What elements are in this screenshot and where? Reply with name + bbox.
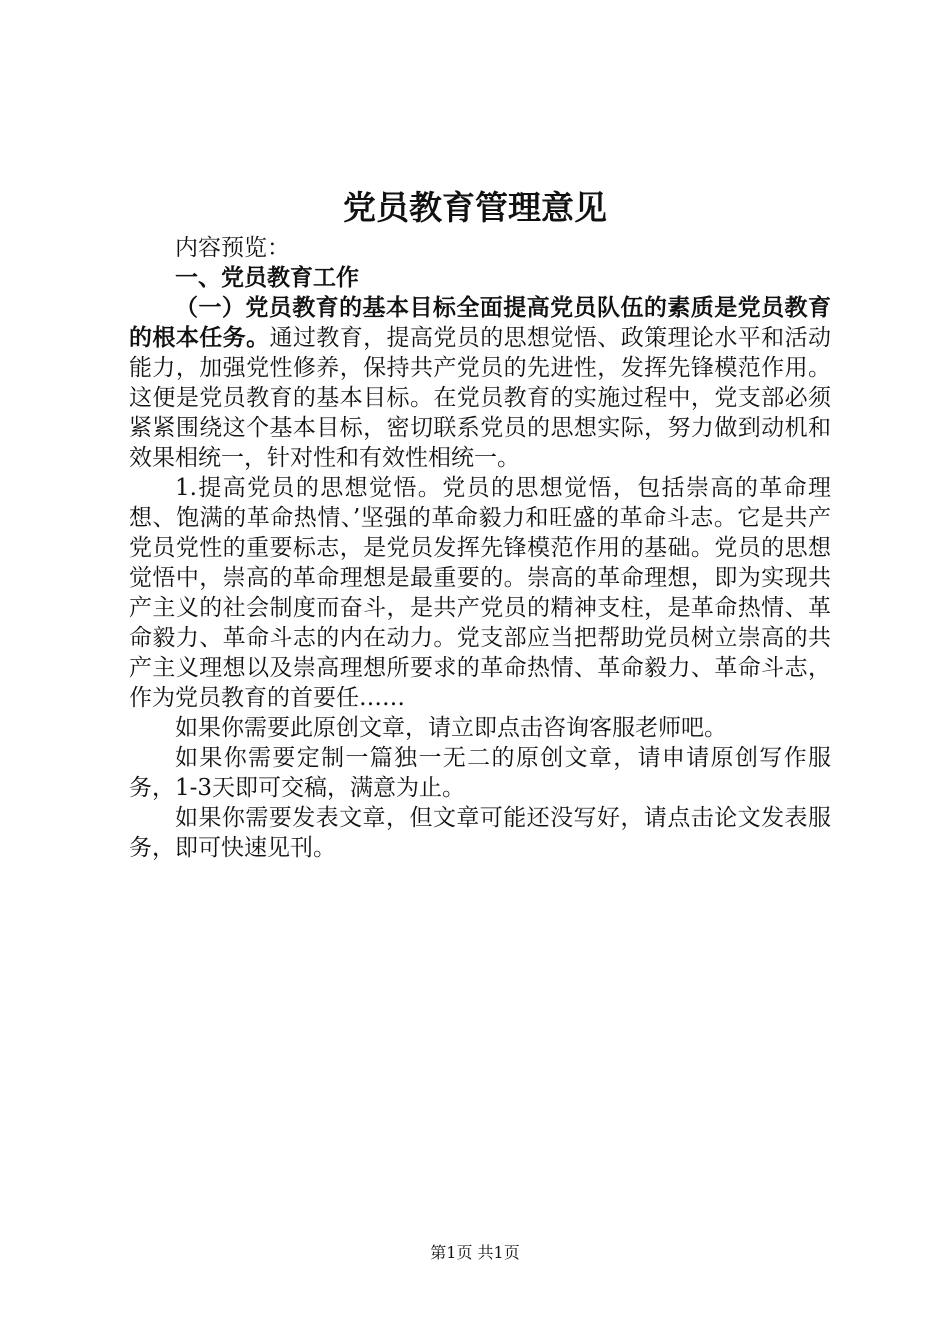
paragraph-2: 1.提高党员的思想觉悟。党员的思想觉悟，包括崇高的革命理想、饱满的革命热情、’坚强的革命毅力和旺盛的革命斗志。它是共产党员党性的重要标志，是党员发挥先锋模范作用的基础。党员的思想觉悟中，崇高的革命理想是最重要的。崇高的革命理想，即为实现共产主义的社会制度而奋斗，是共产党员的精神支柱，是革命热情、革命毅力、革命斗志的内在动力。党支部应当把帮助党员树立崇高的共产主义理想以及崇高理想所要求的革命热情、革命毅力、革命斗志，作为党员教育的首要任…… <box>129 475 831 711</box>
document-body <box>129 233 831 863</box>
paragraph-1 <box>129 293 831 473</box>
paragraph-3: 如果你需要此原创文章，请立即点击咨询客服老师吧。 <box>175 715 727 741</box>
section-heading: 一、党员教育工作 <box>175 265 359 291</box>
paragraph-4: 如果你需要定制一篇独一无二的原创文章，请申请原创写作服务，1-3天即可交稿，满意为止。 <box>129 745 831 801</box>
page-footer: 第1页 共1页 <box>430 1243 520 1262</box>
paragraph-1-text: 通过教育，提高党员的思想觉悟、政策理论水平和活动能力，加强党性修养，保持共产党员的先进性，发挥先锋模范作用。这便是党员教育的基本目标。在党员教育的实施过程中，党支部必须紧紧围绕这个基本目标，密切联系党员的思想实际，努力做到动机和效果相统一，针对性和有效性相统一。 <box>129 325 832 471</box>
paragraph-1-lead: （一）党员教育的基本目标全面提高党员队伍的素质是党员教育的根本任务。 <box>129 295 831 351</box>
preview-label: 内容预览： <box>175 235 290 261</box>
document-title: 党员教育管理意见 <box>343 188 607 227</box>
paragraph-5: 如果你需要发表文章，但文章可能还没写好，请点击论文发表服务，即可快速见刊。 <box>129 805 831 861</box>
